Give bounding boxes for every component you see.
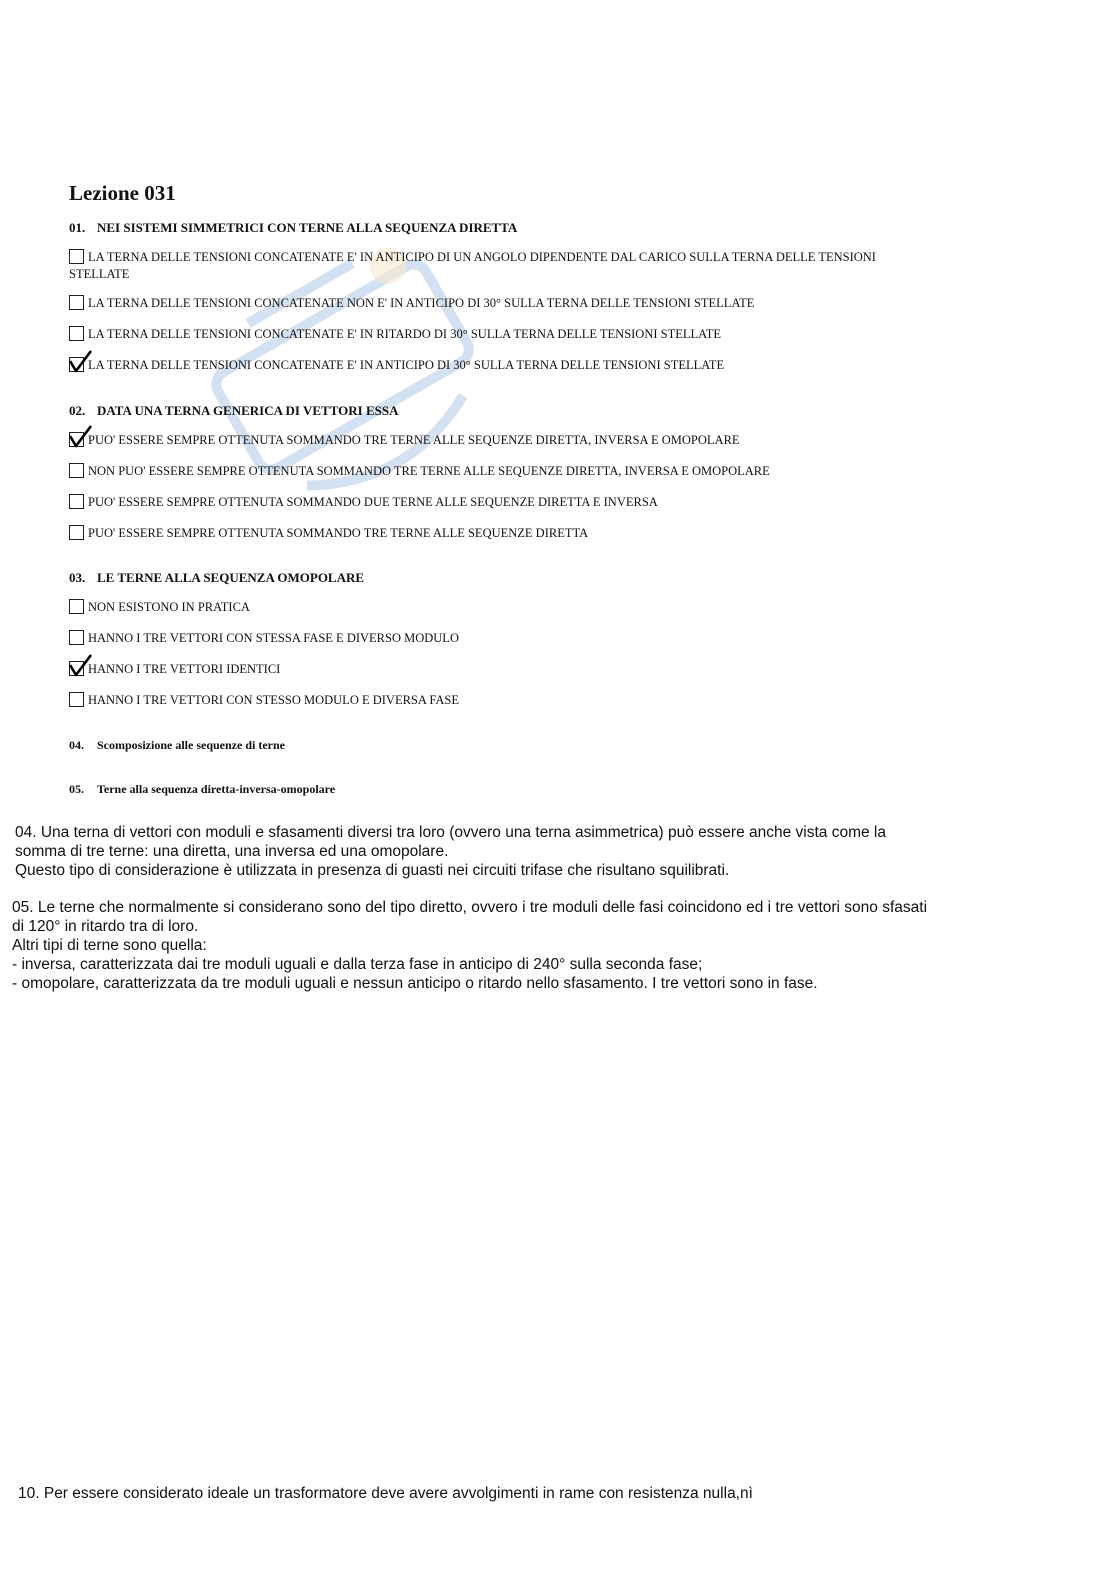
answer-10 — [18, 1484, 753, 1503]
option-text: LA TERNA DELLE TENSIONI CONCATENATE E' IN RITARDO DI 30° SULLA TERNA DELLE TENSIONI STELLATE — [88, 327, 722, 341]
question-number: 04. — [69, 738, 84, 752]
checkmark-icon — [67, 653, 93, 679]
option-03-c — [69, 661, 999, 678]
question-text: DATA UNA TERNA GENERICA DI VETTORI ESSA — [97, 403, 399, 418]
option-01-b — [69, 295, 999, 312]
question-number: 05. — [69, 782, 84, 796]
option-text: PUO' ESSERE SEMPRE OTTENUTA SOMMANDO TRE TERNE ALLE SEQUENZE DIRETTA — [88, 526, 589, 540]
option-02-a — [69, 432, 999, 449]
option-03-d — [69, 692, 999, 709]
question-text: Scomposizione alle sequenze di terne — [97, 738, 285, 752]
checkbox[interactable] — [69, 249, 84, 264]
checkbox-checked[interactable] — [69, 661, 84, 676]
answer-line: 10. Per essere considerato ideale un trasformatore deve avere avvolgimenti in rame con resistenza nulla,nì — [18, 1485, 753, 1502]
answer-line: Questo tipo di considerazione è utilizzata in presenza di guasti nei circuiti trifase che risultano squilibrati. — [15, 862, 730, 879]
answer-05 — [12, 898, 1116, 993]
checkbox-checked[interactable] — [69, 357, 84, 372]
answer-line: - inversa, caratterizzata dai tre moduli uguali e dalla terza fase in anticipo di 240° sulla seconda fase; — [12, 956, 703, 973]
checkbox[interactable] — [69, 494, 84, 509]
question-number: 03. — [69, 570, 86, 585]
question-text: LE TERNE ALLA SEQUENZA OMOPOLARE — [97, 570, 365, 585]
checkbox[interactable] — [69, 630, 84, 645]
checkbox[interactable] — [69, 295, 84, 310]
option-text: LA TERNA DELLE TENSIONI CONCATENATE E' IN ANTICIPO DI UN ANGOLO DIPENDENTE DAL CARICO SULLA TERNA DELLE TENSIONI — [88, 250, 876, 264]
checkbox[interactable] — [69, 326, 84, 341]
checkbox[interactable] — [69, 599, 84, 614]
answer-04 — [15, 823, 886, 880]
option-02-b — [69, 463, 999, 480]
question-01-heading — [69, 220, 517, 236]
option-01-d — [69, 357, 999, 374]
answer-line: somma di tre terne: una diretta, una inversa ed una omopolare. — [15, 843, 449, 860]
option-text-continued: STELLATE — [69, 267, 130, 281]
question-02-heading — [69, 403, 399, 419]
question-number: 02. — [69, 403, 86, 418]
option-text: HANNO I TRE VETTORI IDENTICI — [88, 662, 281, 676]
checkbox[interactable] — [69, 525, 84, 540]
question-03-heading — [69, 570, 364, 586]
answer-line: 04. Una terna di vettori con moduli e sfasamenti diversi tra loro (ovvero una terna asimmetrica) può essere anche vista come la — [15, 824, 886, 841]
question-04-heading — [69, 738, 285, 753]
answer-line: 05. Le terne che normalmente si considerano sono del tipo diretto, ovvero i tre moduli delle fasi coincidono ed i tre vettori sono sfasati — [12, 899, 928, 916]
option-02-d — [69, 525, 999, 542]
option-text: NON ESISTONO IN PRATICA — [88, 600, 250, 614]
option-text: HANNO I TRE VETTORI CON STESSO MODULO E DIVERSA FASE — [88, 693, 459, 707]
checkbox[interactable] — [69, 692, 84, 707]
option-text: LA TERNA DELLE TENSIONI CONCATENATE E' IN ANTICIPO DI 30° SULLA TERNA DELLE TENSIONI STELLATE — [88, 358, 725, 372]
question-05-heading — [69, 782, 335, 797]
checkmark-icon — [67, 424, 93, 450]
answer-line: - omopolare, caratterizzata da tre moduli uguali e nessun anticipo o ritardo nello sfasamento. I tre vettori sono in fase. — [12, 975, 818, 992]
checkmark-icon — [67, 349, 93, 375]
answer-line: Altri tipi di terne sono quella: — [12, 937, 207, 954]
option-text: NON PUO' ESSERE SEMPRE OTTENUTA SOMMANDO TRE TERNE ALLE SEQUENZE DIRETTA, INVERSA E OMOPOLARE — [88, 464, 770, 478]
checkbox[interactable] — [69, 463, 84, 478]
question-number: 01. — [69, 220, 86, 235]
option-text: LA TERNA DELLE TENSIONI CONCATENATE NON E' IN ANTICIPO DI 30° SULLA TERNA DELLE TENSIONI STELLATE — [88, 296, 755, 310]
option-02-c — [69, 494, 999, 511]
option-text: PUO' ESSERE SEMPRE OTTENUTA SOMMANDO TRE TERNE ALLE SEQUENZE DIRETTA, INVERSA E OMOPOLARE — [88, 433, 740, 447]
checkbox-checked[interactable] — [69, 432, 84, 447]
option-text: HANNO I TRE VETTORI CON STESSA FASE E DIVERSO MODULO — [88, 631, 459, 645]
answer-line: di 120° in ritardo tra di loro. — [12, 918, 199, 935]
option-03-a — [69, 599, 999, 616]
option-01-a — [69, 249, 999, 283]
option-03-b — [69, 630, 999, 647]
option-01-c — [69, 326, 999, 343]
question-text: NEI SISTEMI SIMMETRICI CON TERNE ALLA SEQUENZA DIRETTA — [97, 220, 518, 235]
lesson-title: Lezione 031 — [69, 181, 176, 205]
option-text: PUO' ESSERE SEMPRE OTTENUTA SOMMANDO DUE TERNE ALLE SEQUENZE DIRETTA E INVERSA — [88, 495, 658, 509]
question-text: Terne alla sequenza diretta-inversa-omopolare — [97, 782, 336, 796]
